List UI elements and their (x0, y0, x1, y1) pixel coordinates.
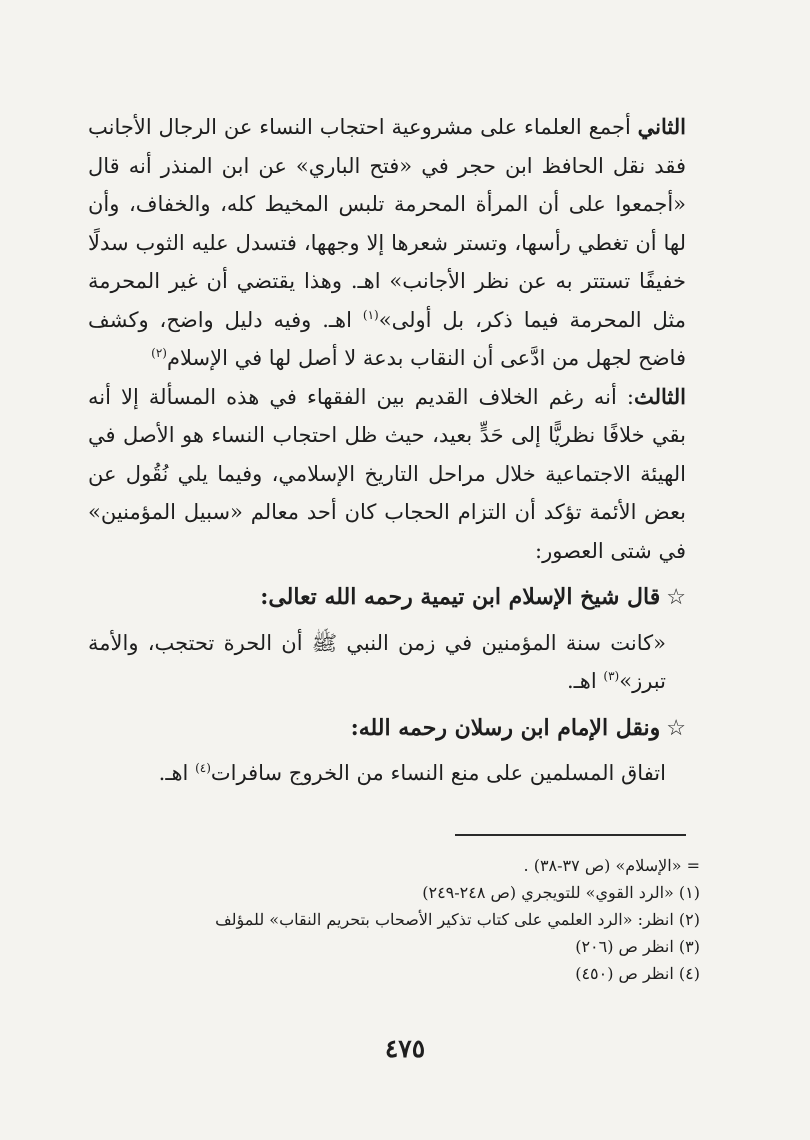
star-icon: ☆ (666, 585, 686, 610)
footnote-divider (455, 834, 686, 836)
footnote-ref: (٢) (151, 346, 167, 360)
quote-text: «كانت سنة المؤمنين في زمن النبي ﷺ أن الحرة تحتجب، والأمة تبرز» (88, 630, 666, 693)
paragraph-third (88, 378, 686, 571)
footnote: (٤) انظر ص (٤٥٠) (575, 964, 700, 983)
footnote-ref: (٣) (603, 669, 620, 683)
footnote-ref: (١) (362, 307, 379, 322)
paragraph-text: اهـ. وفيه دليل واضح، وكشف فاضح لجهل من ادَّعى أن النقاب بدعة لا أصل لها في الإسلام (88, 307, 686, 370)
star-icon: ☆ (666, 715, 686, 741)
quote-text: اتفاق المسلمين على منع النساء من الخروج سافرات (210, 761, 666, 785)
paragraph-text: أجمع العلماء على مشروعية احتجاب النساء عن الرجال الأجانب فقد نقل الحافظ ابن حجر في «فتح الباري» عن ابن المنذر أنه قال «أجمعوا على أن المرأة المحرمة تلبس المخيط كله، والخفاف، وأن لها أن تغطي رأسها، وتستر شعرها إلا وجهها، فتسدل عليه الثوب سدلًا خفيفًا تستتر به عن نظر الأجانب» اهـ. وهذا يقتضي أن غير المحرمة مثل المحرمة فيما ذكر، بل أولى» (88, 115, 686, 332)
paragraph-lead: الثالث (634, 383, 686, 409)
main-text (88, 108, 686, 793)
section-heading (88, 709, 686, 749)
paragraph-text: : أنه رغم الخلاف القديم بين الفقهاء في هذه المسألة إلا أنه بقي خلافًا نظريًّا إلى حَدٍّ بعيد، حيث ظل احتجاب النساء هو الأصل في الهيئة الاجتماعية خلال مراحل التاريخ الإسلامي، وفيما يلي نُقُول عن بعض الأئمة تؤكد أن التزام الحجاب كان أحد معالم «سبيل المؤمنين» في شتى العصور: (88, 384, 686, 563)
footnote: = «الإسلام» (ص ٣٧-٣٨) . (523, 856, 700, 875)
footnote: (٣) انظر ص (٢٠٦) (575, 937, 700, 956)
heading-text: ونقل الإمام ابن رسلان رحمه الله: (350, 714, 661, 741)
paragraph-second (88, 108, 686, 378)
paragraph-lead: الثاني (637, 114, 686, 139)
quote (88, 754, 666, 793)
quote-end: اهـ. (566, 669, 604, 693)
quote-end: اهـ. (158, 761, 196, 785)
footnote-ref: (٤) (195, 761, 211, 775)
quote (88, 624, 666, 701)
page-number: ٤٧٥ (384, 1034, 426, 1063)
heading-text: قال شيخ الإسلام ابن تيمية رحمه الله تعالى: (260, 584, 661, 610)
footnotes (110, 852, 700, 987)
section-heading (88, 578, 686, 618)
footnote: (٢) انظر: «الرد العلمي على كتاب تذكير الأصحاب بتحريم النقاب» للمؤلف (215, 910, 700, 929)
footnote: (١) «الرد القوي» للتويجري (ص ٢٤٨-٢٤٩) (422, 883, 700, 902)
